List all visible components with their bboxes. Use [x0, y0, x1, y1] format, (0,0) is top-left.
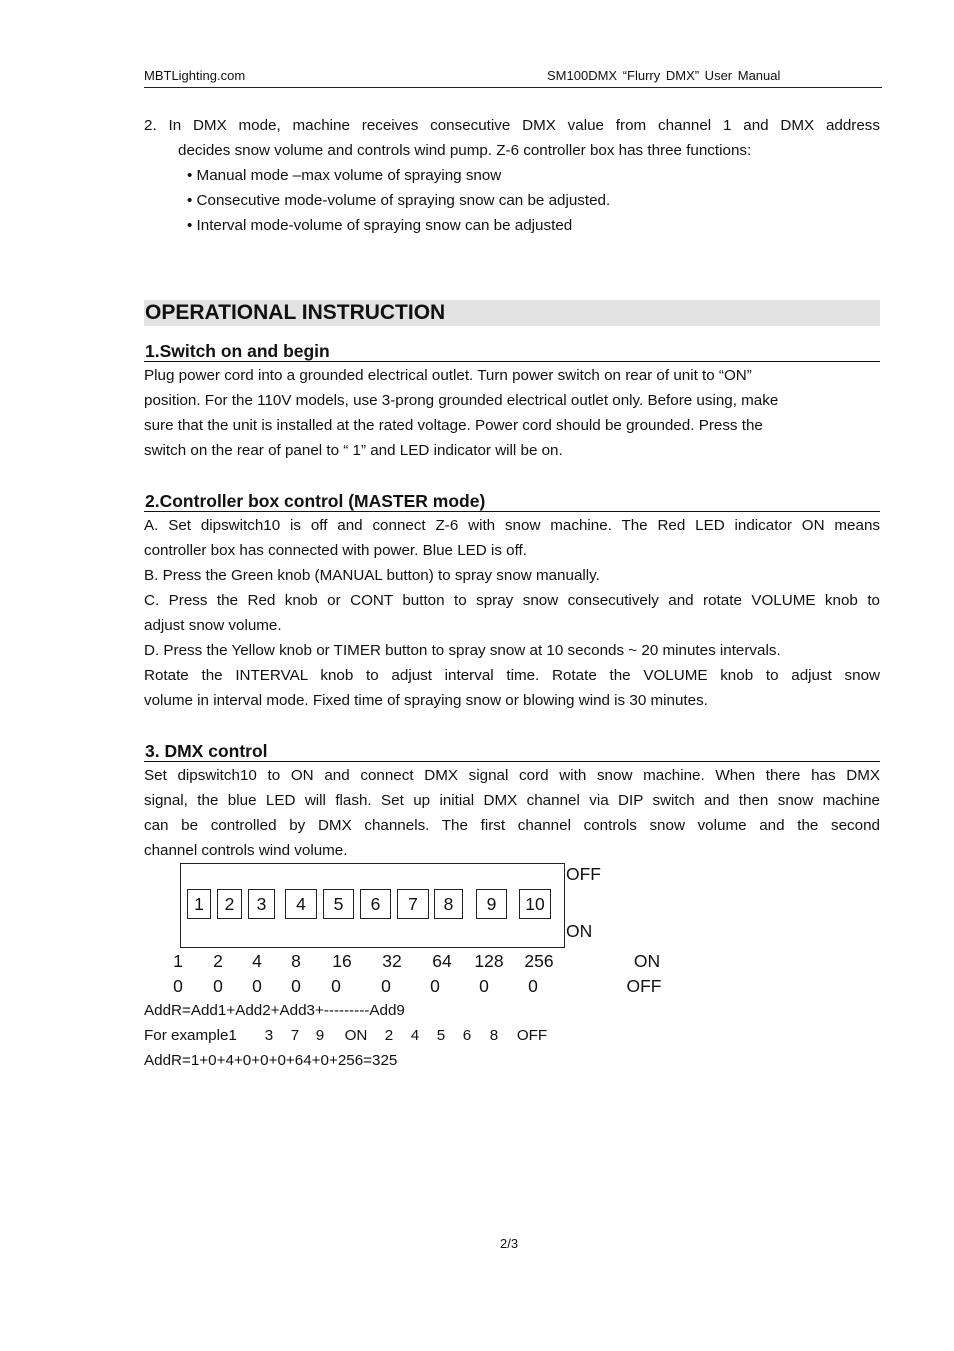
on-value-6: 32	[382, 951, 402, 971]
off-value-1: 0	[173, 976, 183, 996]
off-value-5: 0	[331, 976, 341, 996]
address-formula: AddR=Add1+Add2+Add3+---------Add9	[144, 1002, 405, 1019]
s3-line-4: channel controls wind volume.	[144, 842, 348, 859]
example-value-5: 2	[384, 1027, 394, 1044]
intro-line-1: 2. In DMX mode, machine receives consecutive DMX value from channel 1 and DMX address	[144, 117, 880, 134]
on-value-2: 2	[213, 951, 223, 971]
dip-switch-3: 3	[248, 889, 275, 919]
example-value-4: ON	[344, 1027, 368, 1044]
on-value-5: 16	[332, 951, 352, 971]
s2-line-6: D. Press the Yellow knob or TIMER button to spray snow at 10 seconds ~ 20 minutes intervals.	[144, 642, 781, 659]
s3-line-1: Set dipswitch10 to ON and connect DMX signal cord with snow machine. When there has DMX	[144, 767, 880, 784]
on-value-1: 1	[173, 951, 183, 971]
s3-heading: 3. DMX control	[145, 741, 268, 761]
dip-switch-7: 7	[397, 889, 429, 919]
s2-line-7: Rotate the INTERVAL knob to adjust interval time. Rotate the VOLUME knob to adjust snow	[144, 667, 880, 684]
intro-bullet-2: • Consecutive mode-volume of spraying snow can be adjusted.	[187, 192, 611, 209]
on-row-label: ON	[633, 951, 661, 971]
dip-on-label: ON	[566, 921, 593, 941]
example-value-9: 8	[489, 1027, 499, 1044]
address-result: AddR=1+0+4+0+0+0+64+0+256=325	[144, 1052, 398, 1069]
s2-heading: 2.Controller box control (MASTER mode)	[145, 491, 486, 511]
s1-line-3: sure that the unit is installed at the rated voltage. Power cord should be grounded. Press the	[144, 417, 763, 434]
s3-heading-underline	[144, 761, 880, 762]
dip-switch-2: 2	[217, 889, 242, 919]
intro-bullet-1: • Manual mode –max volume of spraying snow	[187, 167, 502, 184]
off-value-9: 0	[528, 976, 538, 996]
off-value-8: 0	[479, 976, 489, 996]
s1-line-4: switch on the rear of panel to “ 1” and LED indicator will be on.	[144, 442, 563, 459]
s2-line-1: A. Set dipswitch10 is off and connect Z-6 with snow machine. The Red LED indicator ON means	[144, 517, 880, 534]
example-value-6: 4	[410, 1027, 420, 1044]
dip-off-label: OFF	[566, 864, 601, 884]
dip-switch-6: 6	[360, 889, 391, 919]
example-value-1: 3	[264, 1027, 274, 1044]
s1-heading-underline	[144, 361, 880, 362]
s2-line-8: volume in interval mode. Fixed time of spraying snow or blowing wind is 30 minutes.	[144, 692, 708, 709]
s3-line-2: signal, the blue LED will flash. Set up initial DMX channel via DIP switch and then snow machine	[144, 792, 880, 809]
off-value-7: 0	[430, 976, 440, 996]
header-manual-title: SM100DMX “Flurry DMX” User Manual	[547, 68, 781, 83]
on-value-9: 256	[524, 951, 554, 971]
s2-line-2: controller box has connected with power. Blue LED is off.	[144, 542, 527, 559]
dip-switch-8: 8	[434, 889, 463, 919]
example-value-8: 6	[462, 1027, 472, 1044]
off-value-4: 0	[291, 976, 301, 996]
off-row-label: OFF	[626, 976, 662, 996]
dip-switch-5: 5	[323, 889, 354, 919]
off-value-6: 0	[381, 976, 391, 996]
s2-line-5: adjust snow volume.	[144, 617, 282, 634]
on-value-3: 4	[252, 951, 262, 971]
off-value-2: 0	[213, 976, 223, 996]
s1-line-1: Plug power cord into a grounded electrical outlet. Turn power switch on rear of unit to “ON”	[144, 367, 752, 384]
header-site: MBTLighting.com	[144, 68, 246, 83]
example-label: For example1	[144, 1027, 237, 1044]
page-number: 2/3	[500, 1236, 519, 1251]
on-value-4: 8	[291, 951, 301, 971]
example-value-7: 5	[436, 1027, 446, 1044]
example-value-3: 9	[315, 1027, 325, 1044]
off-value-3: 0	[252, 976, 262, 996]
s2-heading-underline	[144, 511, 880, 512]
intro-line-2: decides snow volume and controls wind pump. Z-6 controller box has three functions:	[178, 142, 752, 159]
s2-line-3: B. Press the Green knob (MANUAL button) to spray snow manually.	[144, 567, 600, 584]
dip-switch-1: 1	[187, 889, 211, 919]
on-value-7: 64	[432, 951, 452, 971]
s2-line-4: C. Press the Red knob or CONT button to spray snow consecutively and rotate VOLUME knob to	[144, 592, 880, 609]
header-rule	[144, 87, 882, 88]
example-value-10: OFF	[516, 1027, 548, 1044]
dip-switch-4: 4	[285, 889, 317, 919]
dip-switch-9: 9	[476, 889, 507, 919]
example-value-2: 7	[290, 1027, 300, 1044]
intro-bullet-3: • Interval mode-volume of spraying snow can be adjusted	[187, 217, 573, 234]
on-value-8: 128	[474, 951, 504, 971]
s1-heading: 1.Switch on and begin	[145, 341, 330, 361]
section-title: OPERATIONAL INSTRUCTION	[145, 301, 446, 324]
s1-line-2: position. For the 110V models, use 3-prong grounded electrical outlet only. Before using, make	[144, 392, 779, 409]
s3-line-3: can be controlled by DMX channels. The first channel controls snow volume and the second	[144, 817, 880, 834]
dip-switch-10: 10	[519, 889, 551, 919]
